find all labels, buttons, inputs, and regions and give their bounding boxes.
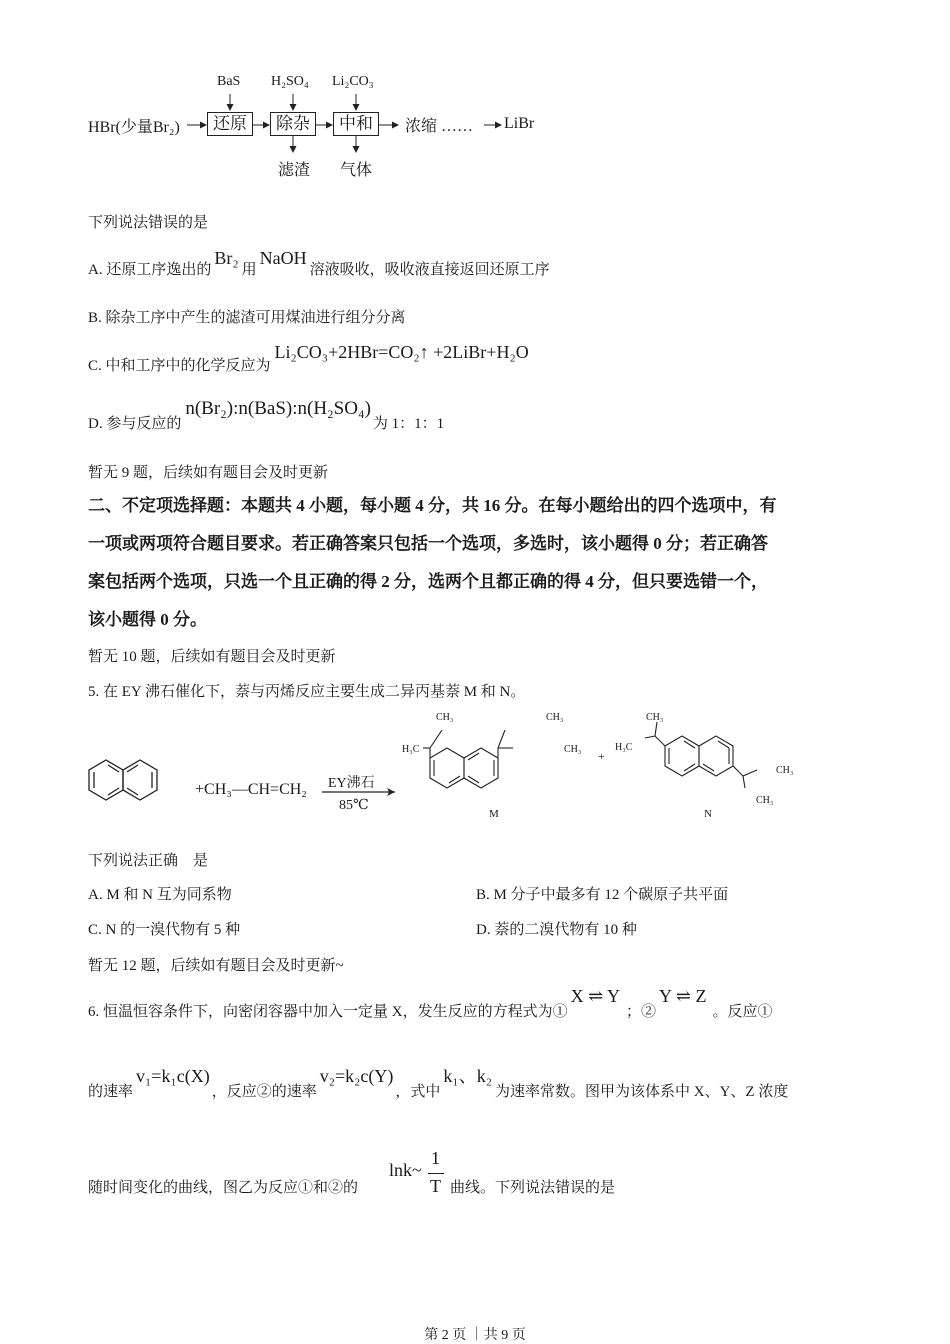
step-reduction: 还原 [207,112,253,136]
option-a-post: 溶液吸收，吸收液直接返回还原工序 [309,262,550,278]
option-c-equation: Li₂CO₃+2HBr=CO₂↑ +2LiBr+H₂O [274,342,529,362]
q5-option-c: C. N 的一溴代物有 5 种 [88,922,241,938]
q5-plus: + [598,749,605,763]
m-h3c-left: H₃C [402,744,420,755]
q6-intro: 6. 恒温恒容条件下，向密闭容器中加入一定量 X，发生反应的方程式为① [88,1004,568,1020]
q5-catalyst: EY沸石 [328,776,375,791]
option-d-post: 为 1：1：1 [372,416,445,432]
naphthalene-structure [89,760,157,800]
q6-rate-text: 的速率 [88,1084,134,1100]
q4-option-c [88,342,529,374]
page-footer: 第 2 页 ｜共 9 页 [424,1328,526,1343]
q4-option-b: B. 除杂工序中产生的滤渣可用煤油进行组分分离 [88,310,406,326]
q6-line3-end: 曲线。下列说法错误的是 [450,1180,616,1196]
n-ch3-right: CH₃ [776,765,794,776]
option-a-text: A. 还原工序逸出的 [88,262,212,278]
q6-where: ，式中 [395,1084,441,1100]
q6-line3-start: 随时间变化的曲线，图乙为反应①和②的 [88,1180,359,1196]
reaction-scheme [85,708,805,828]
m-ch3-top-left: CH₃ [436,712,454,723]
n-ch3-bottom: CH₃ [756,795,774,806]
q5-option-a: A. M 和 N 互为同系物 [88,887,232,903]
q5-reactant-propene: +CH₃—CH=CH₂ [195,781,307,798]
flow-concentrate: 浓缩 …… [405,118,474,135]
q6-line2-end: 为速率常数。图甲为该体系中 X、Y、Z 浓度 [494,1084,789,1100]
q6-line2 [88,1062,789,1100]
reagent-h2so4: H₂SO₄ [271,74,309,89]
compound-m-structure [423,730,513,788]
q6-line3 [88,1150,359,1196]
q6-rate-constants: k₁、k₂ [443,1066,492,1086]
q5-stem: 5. 在 EY 沸石催化下，萘与丙烯反应主要生成二异丙基萘 M 和 N。 [88,684,526,700]
q4-option-d [88,398,445,432]
section2-line4: 该小题得 0 分。 [88,610,207,629]
n-h3c-left: H₃C [615,742,633,753]
option-d-text: D. 参与反应的 [88,416,182,432]
flow-product: LiBr [504,115,535,132]
q6-frac-den: T [430,1176,441,1196]
q6-equation-1: X ⇌ Y [570,986,621,1006]
section2-line2: 一项或两项符合题目要求。若正确答案只包括一个选项，多选时，该小题得 0 分；若正确答 [88,534,768,553]
option-a-formula-br2: Br₂ [214,248,239,268]
q6-frac-num: 1 [431,1148,440,1168]
q5-option-b: B. M 分子中最多有 12 个碳原子共平面 [476,887,729,903]
label-n: N [704,808,712,820]
n-ch3-top: CH₃ [646,712,664,723]
q6-line1 [88,986,773,1020]
flow-start: HBr(少量Br₂) [88,119,180,136]
note-q10: 暂无 10 题，后续如有题目会及时更新 [88,649,336,665]
reagent-bas: BaS [217,74,241,89]
q5-temperature: 85℃ [339,798,369,813]
q4-option-a [88,248,550,278]
byproduct-gas: 气体 [340,162,373,179]
section2-line3: 案包括两个选项，只选一个且正确的得 2 分，选两个且都正确的得 4 分，但只要选错一个， [88,572,768,591]
step-neutralization: 中和 [333,112,379,136]
q5-option-d: D. 萘的二溴代物有 10 种 [476,922,637,938]
reagent-li2co3: Li₂CO₃ [332,74,374,89]
option-d-ratio: n(Br₂):n(BaS):n(H₂SO₄) [185,398,371,419]
fraction-bar [428,1173,444,1174]
m-ch3-top-right: CH₃ [546,712,564,723]
q6-equation-2: Y ⇌ Z [659,986,707,1006]
flow-arrows [180,90,550,160]
q6-rate-text-2: ，反应②的速率 [211,1084,317,1100]
q6-sep: ；② [626,1004,657,1020]
q6-rate-v1: v₁=k₁c(X) [136,1066,210,1086]
q6-line1-end: 。反应① [712,1004,773,1020]
option-a-formula-naoh: NaOH [259,248,307,268]
note-q9: 暂无 9 题，后续如有题目会及时更新 [88,465,329,481]
note-q12: 暂无 12 题，后续如有题目会及时更新~ [88,958,344,974]
q6-lnk: lnk~ [389,1160,422,1180]
label-m: M [489,808,499,820]
q4-stem: 下列说法错误的是 [88,215,209,231]
section2-line1: 二、不定项选择题：本题共 4 小题，每小题 4 分，共 16 分。在每小题给出的四个选项中，有 [88,496,777,515]
q5-ask: 下列说法正确 是 [88,853,209,869]
option-a-mid: 用 [241,262,257,278]
compound-n-structure [645,722,757,788]
step-purification: 除杂 [270,112,316,136]
q6-rate-v2: v₂=k₂c(Y) [319,1066,394,1086]
option-c-text: C. 中和工序中的化学反应为 [88,358,271,374]
byproduct-residue: 滤渣 [278,162,311,179]
m-ch3-right: CH₃ [564,744,582,755]
